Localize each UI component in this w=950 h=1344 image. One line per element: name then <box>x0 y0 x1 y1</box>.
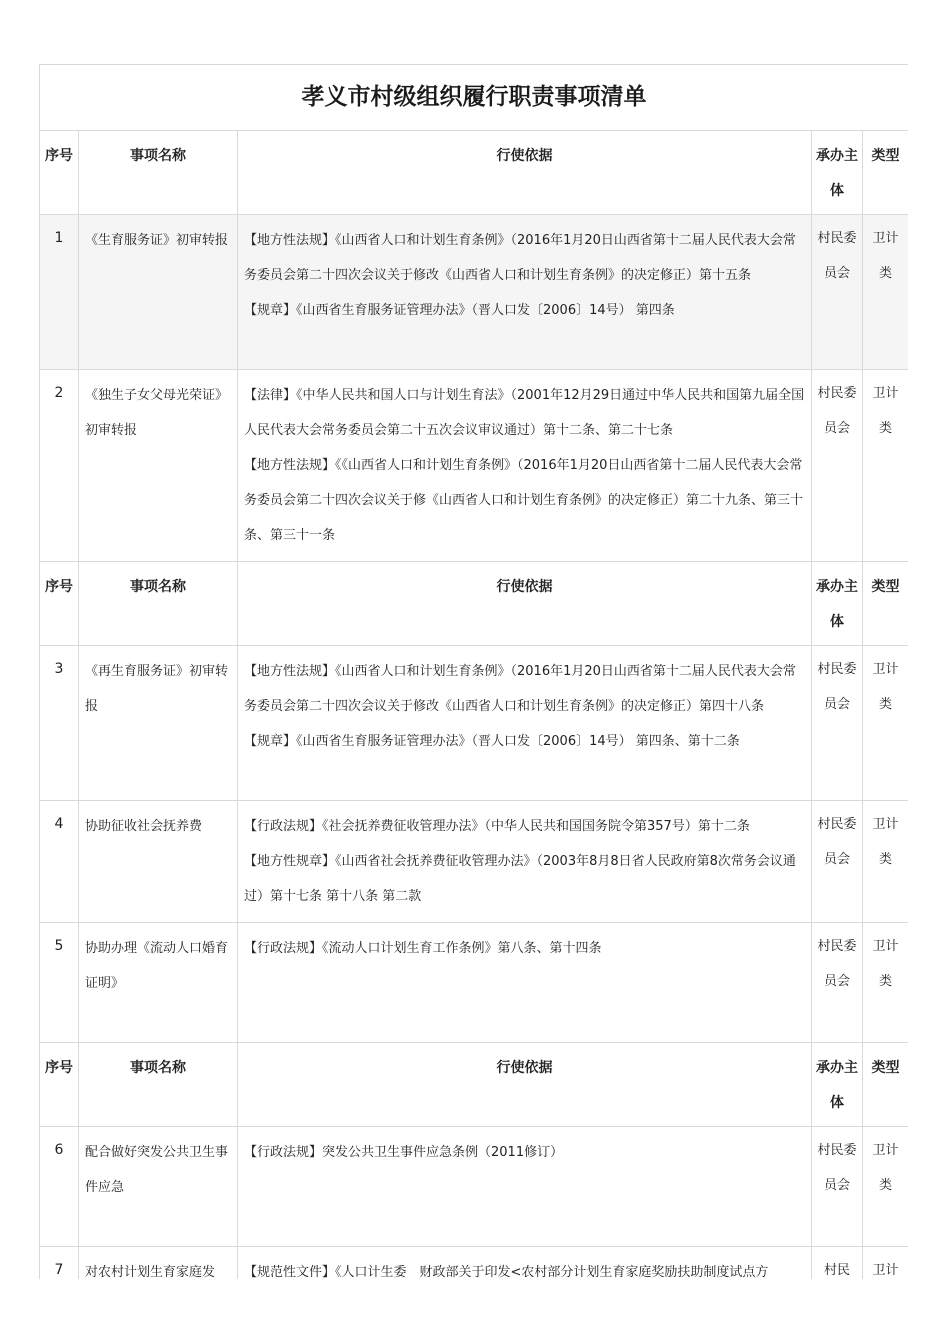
header-name: 事项名称 <box>79 1043 238 1127</box>
header-kind: 类型 <box>863 1043 909 1127</box>
row-num: 5 <box>40 923 79 1043</box>
header-basis: 行使依据 <box>238 562 812 646</box>
row-basis <box>238 801 812 923</box>
table-row <box>40 801 909 923</box>
row-num: 4 <box>40 801 79 923</box>
row-num: 2 <box>40 370 79 562</box>
page-title: 孝义市村级组织履行职责事项清单 <box>40 65 909 131</box>
row-name: 配合做好突发公共卫生事件应急 <box>79 1127 238 1247</box>
header-name: 事项名称 <box>79 131 238 215</box>
basis-line: 【地方性规章】《山西省社会抚养费征收管理办法》（2003年8月8日省人民政府第8次常务会议通过）第十七条 第十八条 第二款 <box>244 854 796 904</box>
row-agent: 村民 <box>812 1247 863 1280</box>
row-agent: 村民委员会 <box>812 801 863 923</box>
table-row <box>40 1127 909 1247</box>
row-kind: 卫计 <box>863 1247 909 1280</box>
header-num: 序号 <box>40 131 79 215</box>
row-agent: 村民委员会 <box>812 1127 863 1247</box>
header-kind: 类型 <box>863 562 909 646</box>
basis-line: 【地方性法规】《山西省人口和计划生育条例》（2016年1月20日山西省第十二届人民代表大会常务委员会第二十四次会议关于修改《山西省人口和计划生育条例》的决定修正）第十五条 <box>244 233 796 283</box>
row-basis <box>238 370 812 562</box>
header-basis: 行使依据 <box>238 131 812 215</box>
row-agent: 村民委员会 <box>812 923 863 1043</box>
row-basis <box>238 1127 812 1247</box>
row-agent: 村民委员会 <box>812 646 863 801</box>
header-num: 序号 <box>40 1043 79 1127</box>
row-name: 《独生子女父母光荣证》初审转报 <box>79 370 238 562</box>
row-kind: 卫计类 <box>863 923 909 1043</box>
row-num: 7 <box>40 1247 79 1280</box>
basis-line: 【规范性文件】《人口计生委 财政部关于印发<农村部分计划生育家庭奖励扶助制度试点方 <box>244 1265 769 1279</box>
basis-line: 【规章】《山西省生育服务证管理办法》（晋人口发〔2006〕14号） 第四条、第十二条 <box>244 734 740 749</box>
row-kind: 卫计类 <box>863 1127 909 1247</box>
row-basis <box>238 215 812 370</box>
table-row <box>40 215 909 370</box>
basis-line: 【地方性法规】《《山西省人口和计划生育条例》（2016年1月20日山西省第十二届人民代表大会常务委员会第二十四次会议关于修《山西省人口和计划生育条例》的决定修正）第二十九条、第三十条、第三十一条 <box>244 458 804 543</box>
table-row <box>40 370 909 562</box>
header-agent: 承办主体 <box>812 562 863 646</box>
header-num: 序号 <box>40 562 79 646</box>
row-name: 协助征收社会抚养费 <box>79 801 238 923</box>
header-kind: 类型 <box>863 131 909 215</box>
table-row <box>40 646 909 801</box>
row-name: 协助办理《流动人口婚育证明》 <box>79 923 238 1043</box>
duty-list-table <box>39 64 908 1279</box>
basis-line: 【规章】《山西省生育服务证管理办法》（晋人口发〔2006〕14号） 第四条 <box>244 303 675 318</box>
row-kind: 卫计类 <box>863 646 909 801</box>
table-header-row <box>40 1043 909 1127</box>
row-basis <box>238 646 812 801</box>
row-agent: 村民委员会 <box>812 370 863 562</box>
row-agent: 村民委员会 <box>812 215 863 370</box>
header-basis: 行使依据 <box>238 1043 812 1127</box>
basis-line: 【行政法规】《社会抚养费征收管理办法》（中华人民共和国国务院令第357号）第十二条 <box>244 819 750 834</box>
table-header-row <box>40 131 909 215</box>
table-row <box>40 923 909 1043</box>
row-name: 《生育服务证》初审转报 <box>79 215 238 370</box>
row-num: 6 <box>40 1127 79 1247</box>
basis-line: 【行政法规】突发公共卫生事件应急条例（2011修订） <box>244 1145 564 1160</box>
row-num: 3 <box>40 646 79 801</box>
row-kind: 卫计类 <box>863 215 909 370</box>
basis-line: 【行政法规】《流动人口计划生育工作条例》第八条、第十四条 <box>244 941 602 956</box>
row-name: 对农村计划生育家庭发 <box>79 1247 238 1280</box>
row-name: 《再生育服务证》初审转报 <box>79 646 238 801</box>
header-agent: 承办主体 <box>812 1043 863 1127</box>
row-kind: 卫计类 <box>863 370 909 562</box>
table-header-row <box>40 562 909 646</box>
header-name: 事项名称 <box>79 562 238 646</box>
row-num: 1 <box>40 215 79 370</box>
header-agent: 承办主体 <box>812 131 863 215</box>
table-row <box>40 1247 909 1280</box>
document-page <box>39 64 908 1279</box>
basis-line: 【地方性法规】《山西省人口和计划生育条例》（2016年1月20日山西省第十二届人民代表大会常务委员会第二十四次会议关于修改《山西省人口和计划生育条例》的决定修正）第四十八条 <box>244 664 796 714</box>
basis-line: 【法律】《中华人民共和国人口与计划生育法》（2001年12月29日通过中华人民共和国第九届全国人民代表大会常务委员会第二十五次会议审议通过）第十二条、第二十七条 <box>244 388 805 438</box>
row-kind: 卫计类 <box>863 801 909 923</box>
row-basis <box>238 923 812 1043</box>
row-basis <box>238 1247 812 1280</box>
